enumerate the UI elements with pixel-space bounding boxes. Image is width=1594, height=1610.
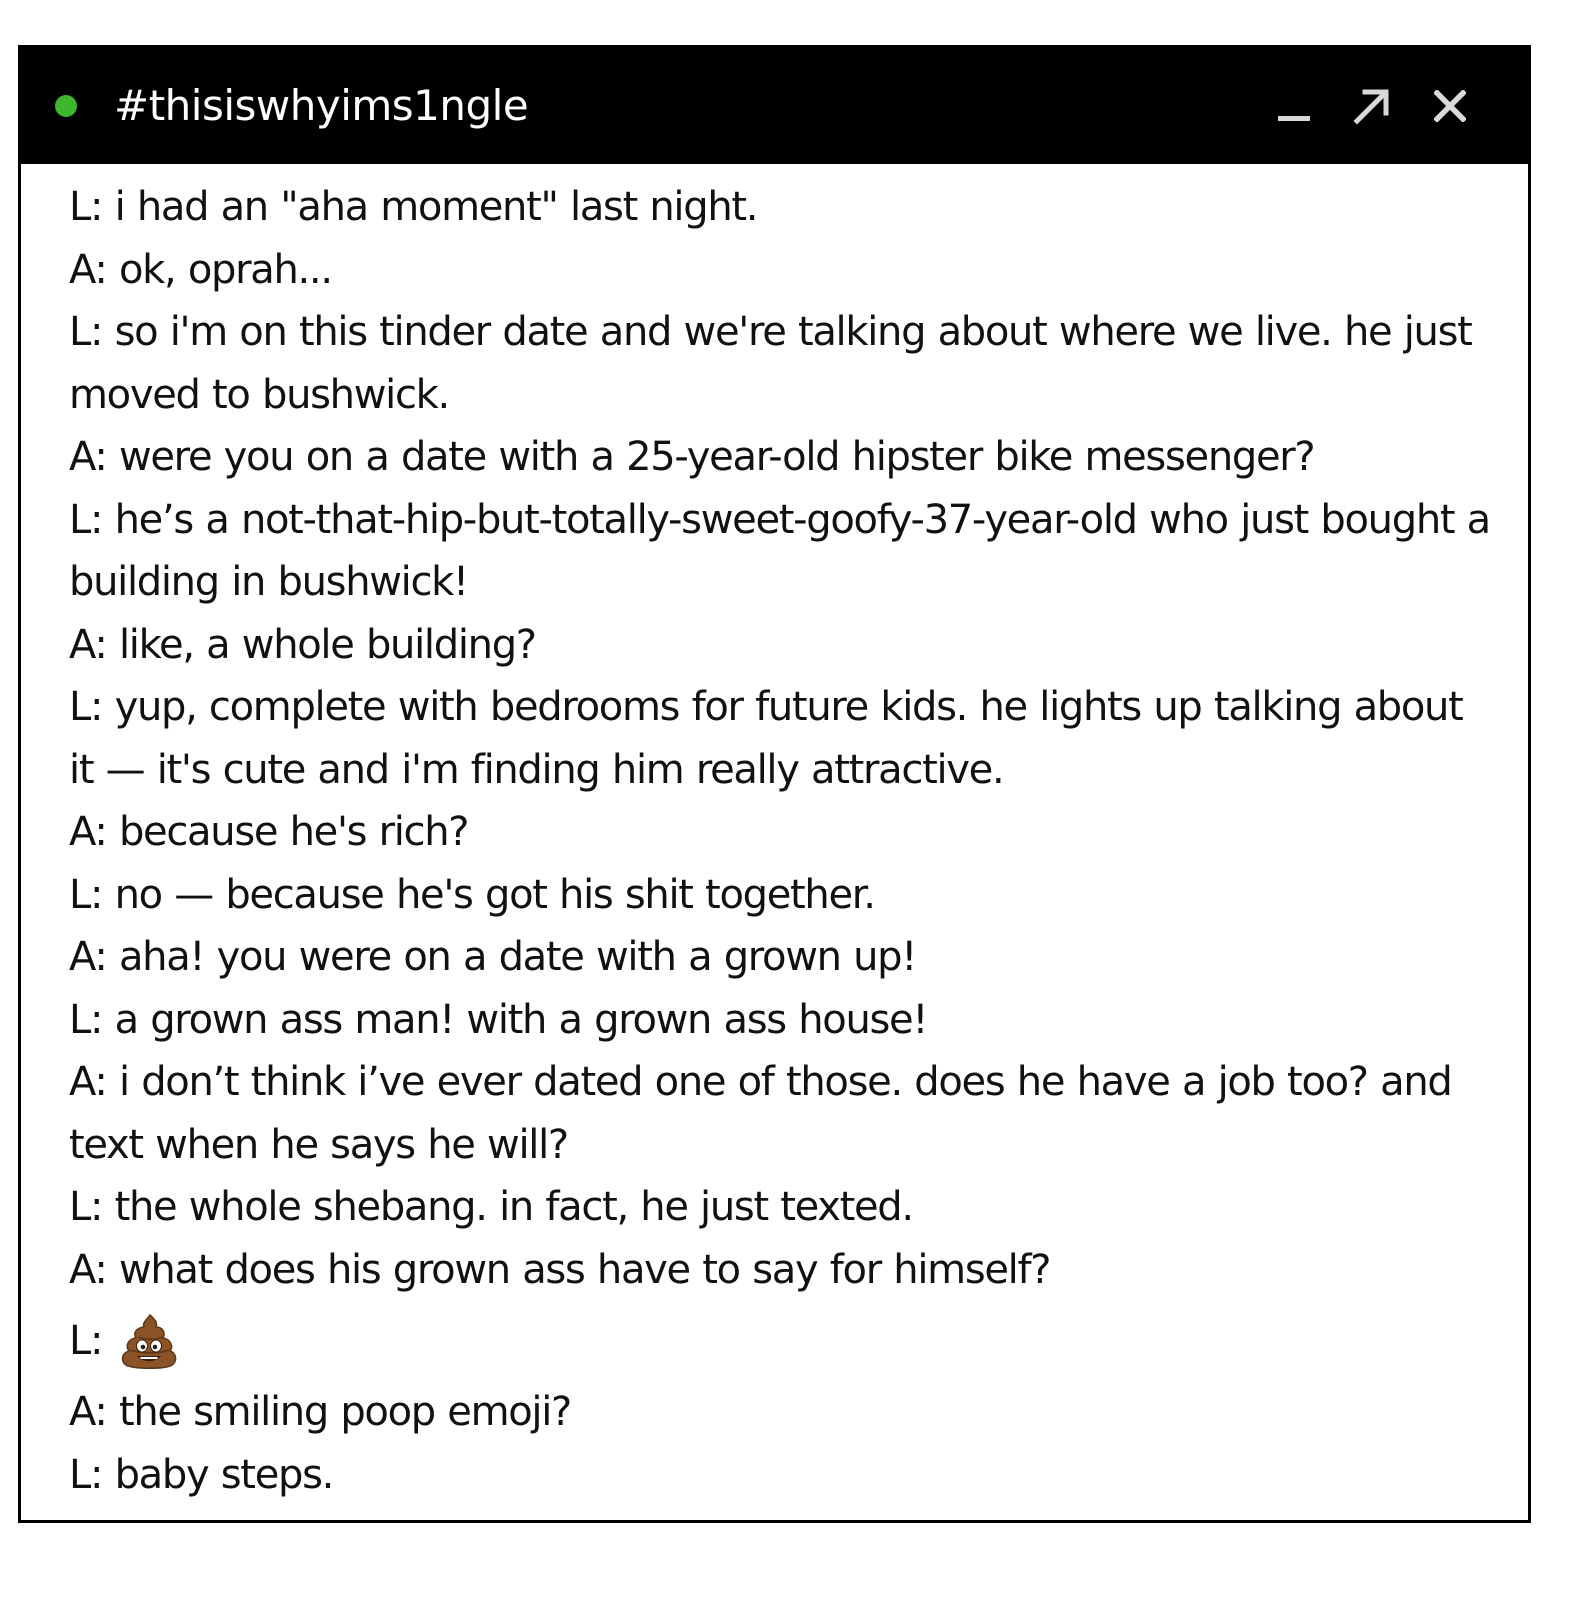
- message-speaker: A:: [69, 621, 107, 668]
- message-text: baby steps.: [102, 1451, 334, 1498]
- message-speaker: L:: [69, 684, 103, 730]
- chat-message: [69, 989, 1498, 1052]
- message-speaker: A:: [69, 1059, 107, 1105]
- message-speaker: L:: [69, 1318, 103, 1364]
- window-title: #thisiswhyims1ngle: [114, 81, 529, 130]
- message-text: yup, complete with bedrooms for future kids. he lights up talking about it — it's cute and i'm finding him really attractive.: [69, 684, 1463, 793]
- message-text: like, a whole building?: [106, 621, 536, 668]
- message-text: i don’t think i’ve ever dated one of those. does he have a job too? and text when he says he will?: [69, 1059, 1452, 1168]
- message-text: the smiling poop emoji?: [106, 1389, 571, 1435]
- message-speaker: A:: [69, 246, 107, 293]
- chat-message: [69, 301, 1498, 426]
- message-speaker: A:: [69, 1246, 107, 1293]
- message-speaker: A:: [69, 434, 107, 480]
- message-text: ok, oprah...: [106, 246, 332, 293]
- close-button[interactable]: [1422, 78, 1478, 134]
- chat-transcript: [69, 176, 1498, 1506]
- chat-window: [18, 45, 1531, 1523]
- expand-button[interactable]: [1344, 78, 1400, 134]
- message-text: i had an "aha moment" last night.: [102, 184, 758, 230]
- message-text: because he's rich?: [106, 809, 469, 855]
- chat-message: [69, 864, 1498, 927]
- minimize-button[interactable]: [1266, 78, 1322, 134]
- chat-message: [69, 176, 1498, 239]
- message-speaker: L:: [69, 1451, 103, 1498]
- chat-message: [69, 614, 1498, 677]
- message-text: the whole shebang. in fact, he just texted.: [102, 1184, 913, 1230]
- message-speaker: A:: [69, 1389, 107, 1435]
- chat-message: [69, 926, 1498, 989]
- message-speaker: L:: [69, 496, 103, 543]
- message-speaker: A:: [69, 809, 107, 855]
- message-speaker: A:: [69, 934, 107, 980]
- chat-message: [69, 1051, 1498, 1176]
- expand-arrow-icon: [1353, 87, 1391, 125]
- chat-message: [69, 1239, 1498, 1302]
- chat-message: [69, 426, 1498, 489]
- title-bar: [21, 48, 1528, 164]
- message-text: were you on a date with a 25-year-old hipster bike messenger?: [106, 434, 1315, 480]
- message-speaker: L:: [69, 871, 103, 918]
- message-speaker: L:: [69, 1184, 103, 1230]
- window-controls: [1244, 78, 1478, 134]
- message-text: aha! you were on a date with a grown up!: [106, 934, 916, 980]
- message-text: he’s a not-that-hip-but-totally-sweet-goofy-37-year-old who just bought a building in bushwick!: [69, 496, 1490, 605]
- chat-message: [69, 801, 1498, 864]
- minimize-icon: [1277, 89, 1311, 123]
- chat-message: [69, 1301, 1498, 1381]
- online-status-dot: [55, 95, 77, 117]
- message-text: so i'm on this tinder date and we're talking about where we live. he just moved to bushwick.: [69, 309, 1472, 418]
- close-icon: [1434, 90, 1466, 122]
- message-speaker: L:: [69, 184, 103, 230]
- chat-message: [69, 489, 1498, 614]
- chat-message: [69, 239, 1498, 302]
- chat-message: [69, 676, 1498, 801]
- message-text: a grown ass man! with a grown ass house!: [102, 996, 928, 1043]
- message-text: what does his grown ass have to say for himself?: [106, 1246, 1051, 1293]
- message-text: no — because he's got his shit together.: [102, 871, 875, 918]
- smiling-poop-emoji-icon: [120, 1313, 178, 1369]
- chat-message: [69, 1176, 1498, 1239]
- message-speaker: L:: [69, 996, 103, 1043]
- chat-message: [69, 1444, 1498, 1507]
- message-speaker: L:: [69, 309, 103, 355]
- chat-message: [69, 1381, 1498, 1444]
